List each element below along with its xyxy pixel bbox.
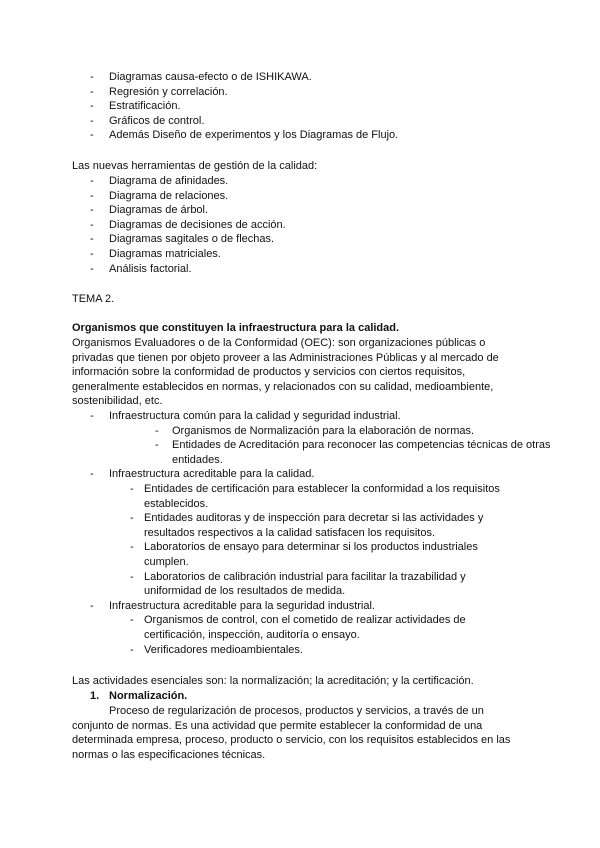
dash-bullet: - bbox=[155, 439, 159, 452]
list-item: - Diagrama de afinidades. bbox=[90, 175, 229, 187]
dash-bullet: - bbox=[130, 512, 134, 525]
tools-list bbox=[72, 70, 532, 143]
dash-bullet: - bbox=[90, 233, 94, 246]
list-item: - Diagramas de decisiones de acción. bbox=[90, 218, 286, 231]
dash-bullet: - bbox=[90, 410, 94, 422]
dash-bullet: - bbox=[90, 175, 94, 187]
list-item: - Estratificación. bbox=[90, 100, 181, 113]
list-item: - Además Diseño de experimentos y los Diagramas de Flujo. bbox=[90, 129, 399, 142]
list-item: - Diagrama de relaciones. bbox=[90, 189, 229, 202]
tema-label: TEMA 2. bbox=[72, 293, 115, 305]
list-item: - Infraestructura común para la calidad y seguridad industrial. bbox=[90, 410, 401, 422]
dash-bullet: - bbox=[130, 482, 134, 495]
dash-bullet: - bbox=[90, 218, 94, 231]
paragraph-line: Organismos Evaluadores o de la Conformidad (OEC): son organizaciones públicas o bbox=[72, 337, 486, 349]
list-item: - Gráficos de control. bbox=[90, 114, 205, 127]
dash-bullet: - bbox=[155, 424, 159, 437]
new-tools-intro: Las nuevas herramientas de gestión de la calidad: bbox=[72, 160, 318, 172]
sub-list-item: - Laboratorios de calibración industrial para facilitar la trazabilidad y bbox=[130, 570, 466, 583]
dash-bullet: - bbox=[130, 570, 134, 583]
dash-bullet: - bbox=[90, 262, 94, 275]
dash-bullet: - bbox=[130, 643, 134, 656]
paragraph-line: determinada empresa, proceso, producto o servicio, con los requisitos establecidos en las bbox=[72, 734, 511, 747]
sub-list-item: - Entidades auditoras y de inspección para decretar si las actividades y bbox=[130, 512, 484, 525]
dash-bullet: - bbox=[90, 468, 94, 481]
list-item: - Infraestructura acreditable para la seguridad industrial. bbox=[90, 599, 375, 612]
list-item: - Diagramas sagitales o de flechas. bbox=[90, 233, 275, 246]
list-item: - Análisis factorial. bbox=[90, 262, 192, 275]
paragraph-line: normas o las especificaciones técnicas. bbox=[72, 748, 266, 761]
list-item: - Infraestructura acreditable para la calidad. bbox=[90, 468, 315, 481]
sub-list-item: - Organismos de control, con el cometido de realizar actividades de bbox=[130, 614, 466, 627]
normalizacion-paragraph bbox=[72, 704, 532, 762]
heading-title: Normalización. bbox=[109, 690, 188, 702]
dash-bullet: - bbox=[90, 85, 94, 98]
sub-list-item: - Organismos de Normalización para la elaboración de normas. bbox=[155, 424, 475, 437]
dash-bullet: - bbox=[90, 100, 94, 113]
dash-bullet: - bbox=[90, 204, 94, 217]
paragraph-line: sostenibilidad, etc. bbox=[72, 395, 163, 408]
infrastructure-list: - Infraestructura común para la calidad y seguridad industrial. - Organismos de Normalización para la elaboración de normas. - Entidades de Acreditación para reconocer las competencias técnicas de otras entidades. - Infraestructura acreditable para la calidad. - Entidades de certificación para establecer la conformidad a los requisitos establecidos. - Entidades auditoras y de inspección para decretar si las actividades y resultados respectivos a la calidad satisfacen los requisitos. - Laboratorios de ensayo para determinar si los productos industriales cumplen. - Laboratorios de calibración industrial para facilitar la trazabilidad y uniformidad de los resultados de medida. - Infraestructura acreditable para la seguridad industrial. - Organismos de control, con el cometido de realizar actividades de certificación, inspección, auditoría o ensayo. - Verificadores medioambientales. bbox=[72, 409, 532, 657]
sub-list-item: - Laboratorios de ensayo para determinar si los productos industriales bbox=[130, 541, 478, 554]
sub-list-item: - Verificadores medioambientales. bbox=[130, 643, 303, 656]
dash-bullet: - bbox=[90, 599, 94, 612]
dash-bullet: - bbox=[130, 541, 134, 554]
list-item: - Regresión y correlación. bbox=[90, 85, 228, 98]
heading-number: 1. bbox=[90, 690, 100, 702]
sub-list-item: - Entidades de Acreditación para reconocer las competencias técnicas de otras bbox=[155, 439, 551, 452]
dash-bullet: - bbox=[90, 189, 94, 202]
list-item: - Diagramas de árbol. bbox=[90, 204, 209, 217]
paragraph-line: privadas que tienen por objeto proveer a las Administraciones Públicas y al mercado de bbox=[72, 351, 499, 364]
dash-bullet: - bbox=[130, 614, 134, 627]
section-title: Organismos que constituyen la infraestructura para la calidad. bbox=[72, 322, 400, 334]
dash-bullet: - bbox=[90, 71, 94, 83]
dash-bullet: - bbox=[90, 247, 94, 260]
sub-list-item: - Entidades de certificación para establecer la conformidad a los requisitos bbox=[130, 482, 500, 495]
paragraph-line: generalmente establecidos en normas, y relacionados con su calidad, medioambiente, bbox=[72, 380, 494, 393]
activities-intro: Las actividades esenciales son: la normalización; la acreditación; y la certificación. bbox=[72, 675, 474, 687]
paragraph-line: información sobre la conformidad de productos y servicios con ciertos requisitos, bbox=[72, 366, 466, 379]
list-item: - Diagramas matriciales. bbox=[90, 247, 221, 260]
new-tools-list bbox=[72, 174, 532, 276]
paragraph-line: conjunto de normas. Es una actividad que permite establecer la conformidad de una bbox=[72, 719, 483, 732]
dash-bullet: - bbox=[90, 114, 94, 127]
dash-bullet: - bbox=[90, 129, 94, 142]
oec-paragraph bbox=[72, 336, 532, 409]
paragraph-line: Proceso de regularización de procesos, productos y servicios, a través de un bbox=[109, 705, 484, 717]
list-item: - Diagramas causa-efecto o de ISHIKAWA. bbox=[90, 71, 312, 83]
